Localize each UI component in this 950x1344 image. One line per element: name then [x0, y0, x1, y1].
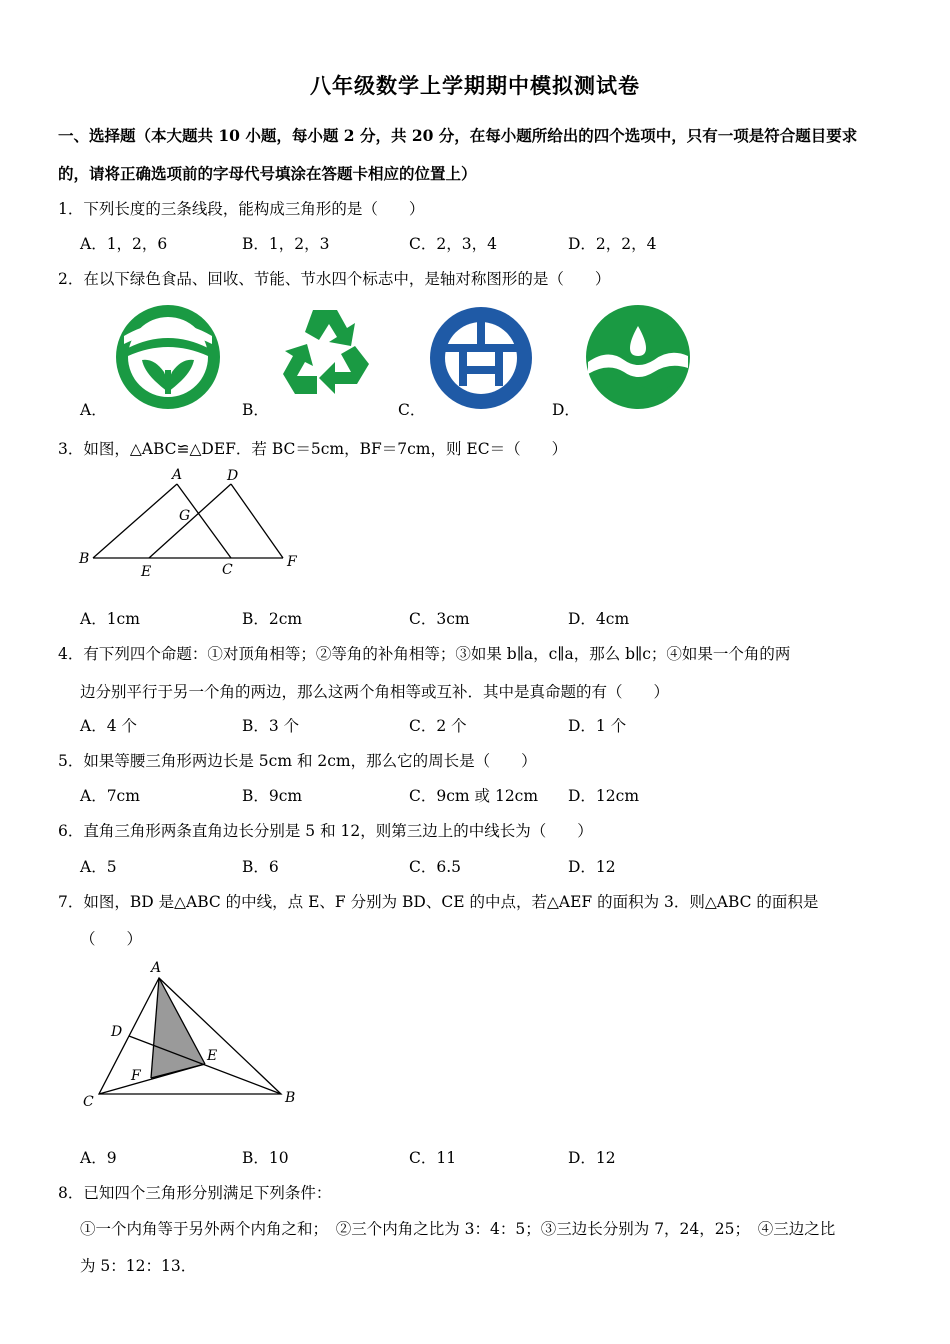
question-4-text-line-1: 4．有下列四个命题：①对顶角相等；②等角的补角相等；③如果 b∥a，c∥a，那么 b∥c；④如果一个角的两: [58, 645, 791, 663]
q3-label-b: B: [79, 551, 90, 567]
green-food-logo-icon: [114, 304, 222, 410]
q4-option-a: A．4 个: [80, 717, 137, 735]
energy-saving-logo-icon: [429, 306, 533, 410]
question-8-conditions-line-1: ①一个内角等于另外两个内角之和； ②三个内角之比为 3：4：5；③三边长分别为 7，24，25； ④三边之比: [80, 1220, 836, 1238]
q6-option-a: A．5: [80, 858, 117, 876]
question-8-text: 8．已知四个三角形分别满足下列条件：: [58, 1184, 332, 1202]
q3-option-a: A．1cm: [80, 610, 140, 628]
q3-label-c: C: [222, 562, 233, 578]
q6-option-c: C．6.5: [409, 858, 462, 876]
q3-label-a: A: [172, 467, 183, 483]
question-8-conditions-line-2: 为 5：12：13．: [80, 1257, 197, 1275]
q7-label-d: D: [111, 1024, 123, 1040]
q5-option-a: A．7cm: [80, 787, 140, 805]
q1-option-c: C．2，3，4: [409, 235, 497, 253]
q3-triangle-figure: [75, 462, 310, 582]
question-7-text-line-2: （ ）: [80, 930, 143, 948]
water-saving-logo-icon: [584, 304, 692, 410]
question-6-text: 6．直角三角形两条直角边长分别是 5 和 12，则第三边上的中线长为（ ）: [58, 822, 593, 840]
q5-option-b: B．9cm: [242, 787, 303, 805]
q6-option-d: D．12: [568, 858, 616, 876]
q2-option-c: C．: [398, 401, 426, 419]
q3-option-d: D．4cm: [568, 610, 630, 628]
q3-label-e: E: [141, 564, 152, 580]
q1-option-b: B．1，2，3: [242, 235, 330, 253]
q4-option-b: B．3 个: [242, 717, 300, 735]
question-3-text: 3．如图，△ABC≌△DEF．若 BC＝5cm，BF＝7cm，则 EC＝（ ）: [58, 440, 568, 458]
question-7-text-line-1: 7．如图，BD 是△ABC 的中线，点 E、F 分别为 BD、CE 的中点，若△AEF 的面积为 3．则△ABC 的面积是: [58, 893, 819, 911]
q7-triangle-figure: [75, 956, 310, 1116]
question-4-text-line-2: 边分别平行于另一个角的两边，那么这两个角相等或互补．其中是真命题的有（ ）: [80, 683, 670, 701]
q1-option-d: D．2，2，4: [568, 235, 657, 253]
q7-label-b: B: [285, 1090, 296, 1106]
page-title: 八年级数学上学期期中模拟测试卷: [310, 73, 640, 98]
q7-option-b: B．10: [242, 1149, 289, 1167]
q2-option-b: B．: [242, 401, 269, 419]
q3-label-f: F: [287, 554, 297, 570]
section-instructions-line-2: 的，请将正确选项前的字母代号填涂在答题卡相应的位置上）: [58, 164, 477, 183]
q2-option-a: A．: [80, 401, 107, 419]
question-1-text: 1．下列长度的三条线段，能构成三角形的是（ ）: [58, 200, 425, 218]
q7-option-d: D．12: [568, 1149, 616, 1167]
q6-option-b: B．6: [242, 858, 279, 876]
q5-option-d: D．12cm: [568, 787, 640, 805]
q7-label-a: A: [151, 960, 162, 976]
recycle-logo-icon: [275, 302, 377, 410]
q5-option-c: C．9cm 或 12cm: [409, 787, 539, 805]
q4-option-c: C．2 个: [409, 717, 467, 735]
q7-label-f: F: [131, 1068, 141, 1084]
q7-label-e: E: [207, 1048, 218, 1064]
q3-option-c: C．3cm: [409, 610, 470, 628]
q7-option-c: C．11: [409, 1149, 457, 1167]
section-instructions-line-1: 一、选择题（本大题共 10 小题，每小题 2 分，共 20 分，在每小题所给出的四个选项中，只有一项是符合题目要求: [58, 126, 858, 145]
question-5-text: 5．如果等腰三角形两边长是 5cm 和 2cm，那么它的周长是（ ）: [58, 752, 537, 770]
q4-option-d: D．1 个: [568, 717, 627, 735]
q3-label-d: D: [227, 468, 239, 484]
q1-option-a: A．1，2，6: [80, 235, 168, 253]
q3-option-b: B．2cm: [242, 610, 303, 628]
q2-option-d: D．: [552, 401, 580, 419]
question-2-text: 2．在以下绿色食品、回收、节能、节水四个标志中，是轴对称图形的是（ ）: [58, 270, 611, 288]
q3-label-g: G: [179, 508, 191, 524]
q7-label-c: C: [83, 1094, 94, 1110]
q7-option-a: A．9: [80, 1149, 117, 1167]
